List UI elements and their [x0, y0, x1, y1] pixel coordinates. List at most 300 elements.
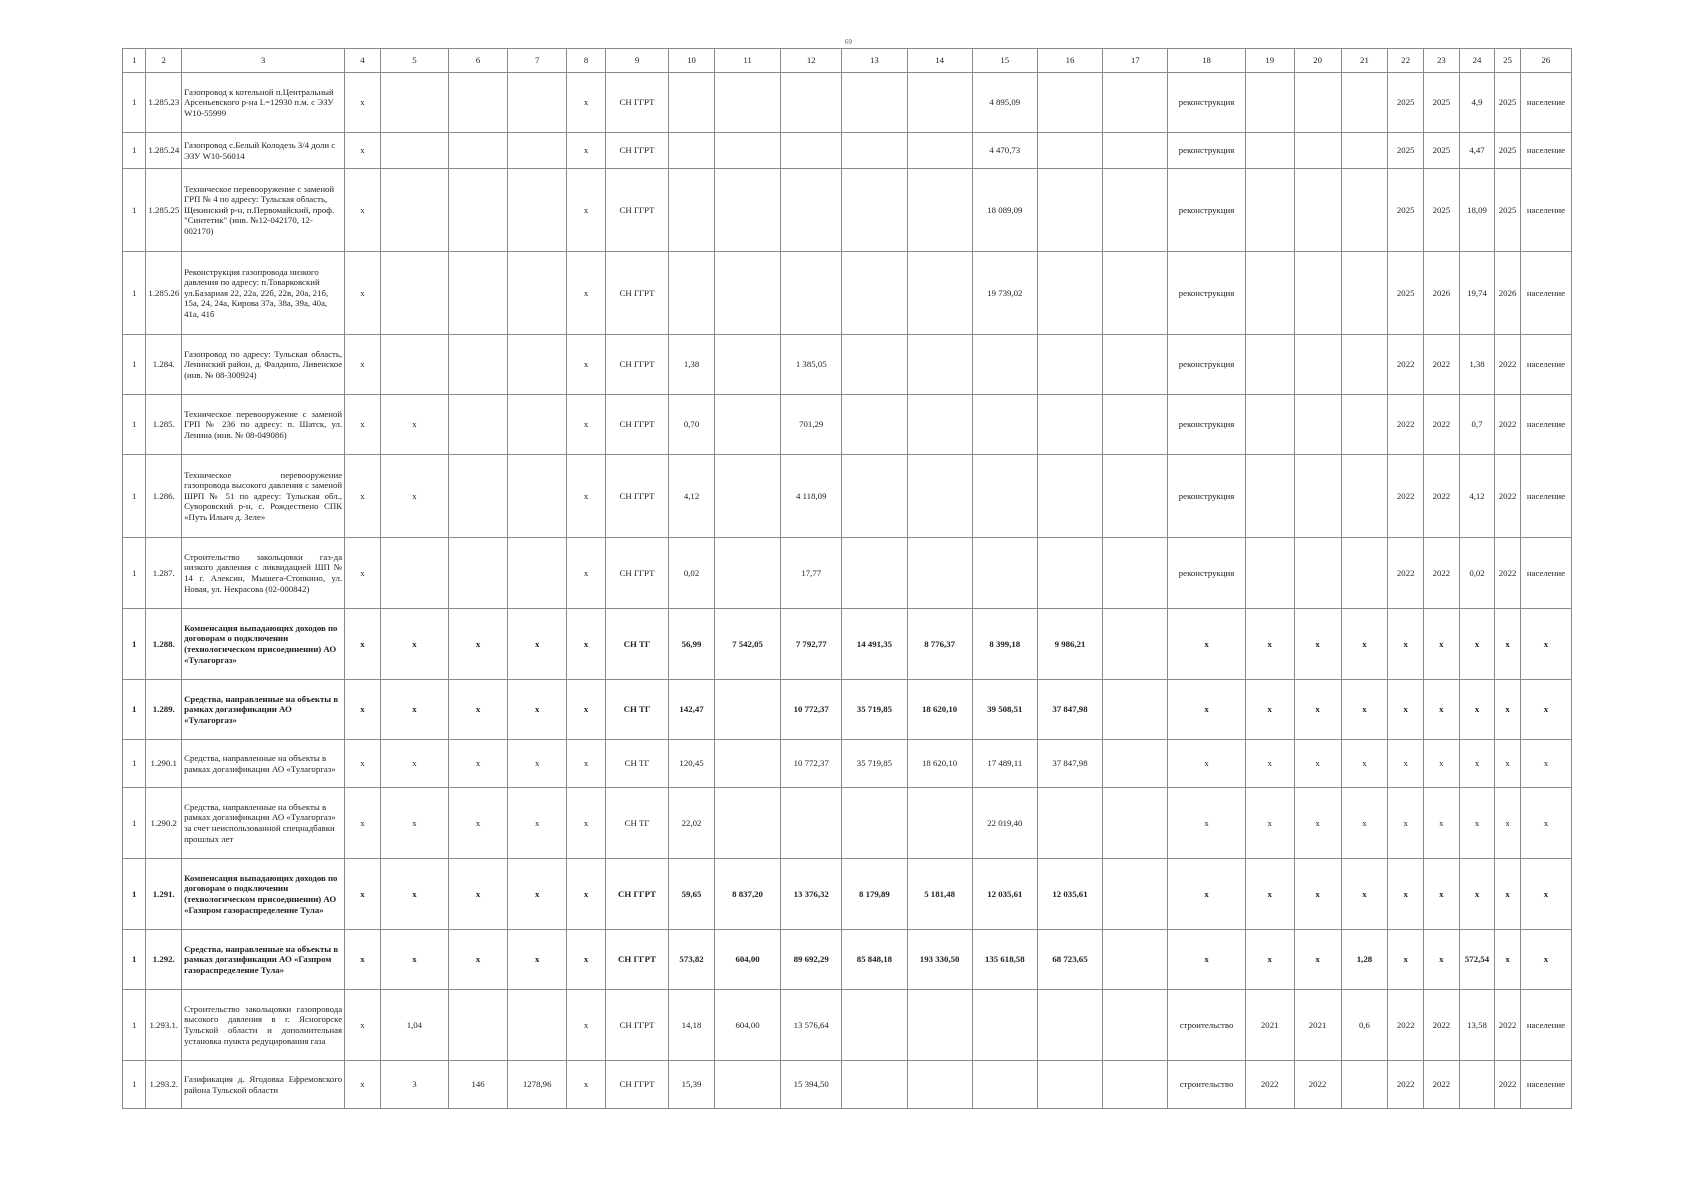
- table-cell: 1.285.23: [146, 73, 182, 133]
- table-cell: [1037, 73, 1102, 133]
- table-cell: [1103, 335, 1168, 395]
- table-cell: 7 542,05: [714, 609, 780, 680]
- table-cell: [781, 252, 842, 335]
- table-cell: [714, 335, 780, 395]
- table-cell: [449, 169, 508, 252]
- table-cell: [1245, 335, 1294, 395]
- table-cell: 2022: [1294, 1061, 1341, 1109]
- table-cell: х: [345, 859, 381, 930]
- table-row: [123, 252, 1572, 335]
- table-cell: [1103, 740, 1168, 788]
- table-cell: х: [345, 538, 381, 609]
- table-cell: х: [1341, 859, 1388, 930]
- table-cell: население: [1520, 395, 1571, 455]
- table-cell: население: [1520, 1061, 1571, 1109]
- column-header: 4: [345, 49, 381, 73]
- row-description: Средства, направленные на объекты в рамках догазификации АО «Тулагоргаз»: [182, 680, 345, 740]
- table-cell: 120,45: [669, 740, 715, 788]
- table-cell: [380, 73, 448, 133]
- table-cell: [842, 169, 907, 252]
- column-header: 9: [605, 49, 668, 73]
- table-cell: х: [567, 859, 606, 930]
- table-cell: [907, 455, 972, 538]
- table-cell: х: [1495, 609, 1520, 680]
- table-cell: х: [508, 740, 567, 788]
- row-description: Газопровод с.Белый Колодезь 3/4 доли с ЭЗУ W10-56014: [182, 133, 345, 169]
- table-cell: х: [1459, 859, 1495, 930]
- table-cell: 1: [123, 335, 146, 395]
- table-cell: 4,47: [1459, 133, 1495, 169]
- table-cell: 13,58: [1459, 990, 1495, 1061]
- table-cell: [1294, 252, 1341, 335]
- table-cell: х: [567, 680, 606, 740]
- table-cell: х: [1294, 609, 1341, 680]
- table-cell: 2022: [1424, 335, 1460, 395]
- table-cell: 0,02: [1459, 538, 1495, 609]
- column-header: 16: [1037, 49, 1102, 73]
- table-cell: [508, 169, 567, 252]
- table-cell: х: [508, 859, 567, 930]
- table-cell: [1245, 252, 1294, 335]
- table-cell: х: [1245, 680, 1294, 740]
- table-cell: х: [567, 990, 606, 1061]
- table-cell: [842, 73, 907, 133]
- table-cell: 1.292.: [146, 930, 182, 990]
- table-row: [123, 990, 1572, 1061]
- table-cell: 59,65: [669, 859, 715, 930]
- table-cell: х: [1341, 609, 1388, 680]
- table-cell: [1341, 1061, 1388, 1109]
- table-cell: [1037, 538, 1102, 609]
- table-cell: СН ТГ: [605, 609, 668, 680]
- table-cell: 15 394,50: [781, 1061, 842, 1109]
- table-cell: 1: [123, 538, 146, 609]
- table-cell: х: [1168, 788, 1245, 859]
- table-cell: 2022: [1495, 538, 1520, 609]
- table-cell: [714, 455, 780, 538]
- table-cell: [669, 169, 715, 252]
- table-cell: [449, 990, 508, 1061]
- table-cell: СН ГГРТ: [605, 169, 668, 252]
- table-cell: [1294, 169, 1341, 252]
- table-cell: [1341, 395, 1388, 455]
- table-cell: 604,00: [714, 930, 780, 990]
- table-cell: х: [567, 609, 606, 680]
- table-cell: х: [567, 1061, 606, 1109]
- table-cell: 2025: [1388, 133, 1424, 169]
- table-cell: 1.289.: [146, 680, 182, 740]
- table-cell: [508, 133, 567, 169]
- table-cell: [781, 133, 842, 169]
- table-cell: х: [449, 859, 508, 930]
- table-cell: 1: [123, 395, 146, 455]
- table-cell: [842, 1061, 907, 1109]
- table-cell: [714, 680, 780, 740]
- table-row: [123, 335, 1572, 395]
- table-cell: 12 035,61: [972, 859, 1037, 930]
- table-cell: 3: [380, 1061, 448, 1109]
- table-cell: х: [380, 930, 448, 990]
- table-cell: [1103, 252, 1168, 335]
- table-cell: 2025: [1388, 73, 1424, 133]
- table-cell: [972, 538, 1037, 609]
- table-row: [123, 538, 1572, 609]
- table-cell: х: [508, 680, 567, 740]
- table-cell: [1103, 455, 1168, 538]
- table-cell: [714, 538, 780, 609]
- table-cell: население: [1520, 169, 1571, 252]
- table-cell: 7 792,77: [781, 609, 842, 680]
- table-cell: [842, 252, 907, 335]
- table-cell: х: [380, 788, 448, 859]
- table-row: [123, 740, 1572, 788]
- table-cell: х: [1294, 788, 1341, 859]
- table-cell: [508, 395, 567, 455]
- row-description: Газопровод к котельной п.Центральный Арсеньевского р-на L=12930 п.м. с ЭЗУ W10-55999: [182, 73, 345, 133]
- column-header: 8: [567, 49, 606, 73]
- table-cell: 35 719,85: [842, 680, 907, 740]
- table-cell: 18 089,09: [972, 169, 1037, 252]
- table-cell: 13 576,64: [781, 990, 842, 1061]
- table-cell: 2025: [1495, 133, 1520, 169]
- table-cell: х: [1388, 680, 1424, 740]
- table-cell: [1037, 455, 1102, 538]
- table-cell: [449, 133, 508, 169]
- table-cell: [972, 455, 1037, 538]
- table-cell: 1: [123, 252, 146, 335]
- table-cell: [907, 788, 972, 859]
- table-cell: 4,12: [669, 455, 715, 538]
- table-cell: [1245, 538, 1294, 609]
- table-cell: население: [1520, 990, 1571, 1061]
- table-cell: реконструкция: [1168, 335, 1245, 395]
- column-header: 22: [1388, 49, 1424, 73]
- table-cell: 2025: [1495, 169, 1520, 252]
- table-cell: 1: [123, 680, 146, 740]
- table-cell: х: [567, 740, 606, 788]
- table-cell: [1341, 169, 1388, 252]
- table-cell: [1103, 859, 1168, 930]
- table-cell: х: [567, 538, 606, 609]
- table-cell: х: [1459, 740, 1495, 788]
- table-cell: [714, 169, 780, 252]
- table-cell: 2022: [1424, 1061, 1460, 1109]
- table-row: [123, 169, 1572, 252]
- table-cell: 4,12: [1459, 455, 1495, 538]
- table-cell: х: [345, 395, 381, 455]
- table-cell: население: [1520, 455, 1571, 538]
- table-cell: [907, 73, 972, 133]
- table-cell: 19,74: [1459, 252, 1495, 335]
- table-cell: 1.285.25: [146, 169, 182, 252]
- table-cell: 2022: [1245, 1061, 1294, 1109]
- table-cell: 68 723,65: [1037, 930, 1102, 990]
- table-cell: 1.285.24: [146, 133, 182, 169]
- table-cell: 8 399,18: [972, 609, 1037, 680]
- table-cell: 1: [123, 455, 146, 538]
- table-cell: [380, 252, 448, 335]
- table-cell: 2022: [1388, 335, 1424, 395]
- table-cell: реконструкция: [1168, 73, 1245, 133]
- table-cell: х: [567, 335, 606, 395]
- table-cell: х: [1424, 930, 1460, 990]
- table-cell: х: [1388, 740, 1424, 788]
- row-description: Реконструкция газопровода низкого давления по адресу: п.Товарковский ул.Базарная 22, 22а, 22б, 22в, 20а, 21б, 15а, 24, 24а, Кирова 37а, 38а, 39а, 40а, 41а, 41б: [182, 252, 345, 335]
- table-cell: х: [345, 252, 381, 335]
- table-cell: х: [1168, 930, 1245, 990]
- table-cell: 1.284.: [146, 335, 182, 395]
- table-cell: 1: [123, 609, 146, 680]
- table-cell: 2022: [1495, 990, 1520, 1061]
- table-cell: реконструкция: [1168, 538, 1245, 609]
- table-cell: х: [345, 788, 381, 859]
- table-row: [123, 788, 1572, 859]
- row-description: Техническое перевооружение с заменой ГРП № 4 по адресу: Тульская область, Щекинский р-н, п.Первомайский, проф. "Синтетик" (инв. №12-042170, 12-002170): [182, 169, 345, 252]
- table-cell: [1341, 335, 1388, 395]
- table-row: [123, 395, 1572, 455]
- table-cell: [714, 133, 780, 169]
- table-cell: СН ГГРТ: [605, 1061, 668, 1109]
- table-cell: 2025: [1424, 169, 1460, 252]
- table-cell: х: [1520, 740, 1571, 788]
- table-cell: 1.285.26: [146, 252, 182, 335]
- table-cell: х: [449, 740, 508, 788]
- table-cell: [508, 538, 567, 609]
- table-cell: 146: [449, 1061, 508, 1109]
- table-cell: х: [345, 133, 381, 169]
- table-cell: [1245, 73, 1294, 133]
- table-cell: х: [345, 335, 381, 395]
- table-cell: 1.286.: [146, 455, 182, 538]
- table-cell: 37 847,98: [1037, 680, 1102, 740]
- table-cell: 56,99: [669, 609, 715, 680]
- table-cell: 2022: [1495, 455, 1520, 538]
- table-cell: 2022: [1424, 455, 1460, 538]
- table-cell: [508, 990, 567, 1061]
- table-cell: х: [1424, 859, 1460, 930]
- table-cell: х: [1245, 930, 1294, 990]
- column-header: 25: [1495, 49, 1520, 73]
- table-cell: [907, 335, 972, 395]
- table-cell: 22 019,40: [972, 788, 1037, 859]
- row-description: Строительство закольцовки газ-да низкого давления с ликвидацией ШП № 14 г. Алексин, Мышега-Стопкино, ул. Новая, ул. Некрасова (02-000842): [182, 538, 345, 609]
- table-cell: [449, 335, 508, 395]
- table-cell: [1294, 335, 1341, 395]
- table-cell: СН ГГРТ: [605, 335, 668, 395]
- table-cell: 1: [123, 740, 146, 788]
- table-cell: реконструкция: [1168, 455, 1245, 538]
- table-cell: х: [345, 455, 381, 538]
- table-cell: [1294, 73, 1341, 133]
- table-cell: [1103, 788, 1168, 859]
- table-cell: [1103, 538, 1168, 609]
- table-cell: [907, 538, 972, 609]
- table-cell: х: [1388, 859, 1424, 930]
- column-header: 3: [182, 49, 345, 73]
- table-cell: 4 118,09: [781, 455, 842, 538]
- table-cell: [907, 169, 972, 252]
- table-cell: х: [345, 990, 381, 1061]
- table-cell: [842, 335, 907, 395]
- row-description: Газификация д. Ягодовка Ефремовского района Тульской области: [182, 1061, 345, 1109]
- table-cell: 18 620,10: [907, 680, 972, 740]
- table-cell: СН ГГРТ: [605, 133, 668, 169]
- table-cell: [1103, 680, 1168, 740]
- table-cell: 1.293.1.: [146, 990, 182, 1061]
- table-cell: СН ГГРТ: [605, 395, 668, 455]
- table-cell: [907, 252, 972, 335]
- table-cell: 2025: [1424, 133, 1460, 169]
- table-cell: х: [1520, 680, 1571, 740]
- table-cell: СН ГГРТ: [605, 73, 668, 133]
- table-cell: [1341, 538, 1388, 609]
- table-cell: [1037, 252, 1102, 335]
- table-cell: х: [1341, 680, 1388, 740]
- table-cell: 1,04: [380, 990, 448, 1061]
- table-cell: 8 179,89: [842, 859, 907, 930]
- table-cell: [1103, 1061, 1168, 1109]
- table-cell: СН ГГРТ: [605, 859, 668, 930]
- table-cell: 573,82: [669, 930, 715, 990]
- column-header: 23: [1424, 49, 1460, 73]
- table-cell: 2026: [1495, 252, 1520, 335]
- table-cell: [972, 1061, 1037, 1109]
- table-cell: [1245, 455, 1294, 538]
- table-cell: х: [1388, 788, 1424, 859]
- table-row: [123, 133, 1572, 169]
- table-cell: 1,38: [669, 335, 715, 395]
- table-cell: СН ГГРТ: [605, 930, 668, 990]
- table-cell: 1.288.: [146, 609, 182, 680]
- column-header: 15: [972, 49, 1037, 73]
- table-cell: х: [567, 73, 606, 133]
- table-cell: 39 508,51: [972, 680, 1037, 740]
- table-cell: 1: [123, 788, 146, 859]
- table-cell: [1294, 133, 1341, 169]
- column-header: 5: [380, 49, 448, 73]
- table-cell: 2022: [1424, 990, 1460, 1061]
- table-cell: [380, 538, 448, 609]
- table-cell: [1341, 252, 1388, 335]
- table-cell: х: [1520, 930, 1571, 990]
- table-cell: 2025: [1495, 73, 1520, 133]
- table-cell: 1 385,05: [781, 335, 842, 395]
- table-cell: 1.285.: [146, 395, 182, 455]
- table-cell: [1037, 133, 1102, 169]
- table-cell: х: [1168, 680, 1245, 740]
- page-number: 69: [845, 38, 852, 46]
- table-cell: 2022: [1388, 395, 1424, 455]
- table-cell: 2026: [1424, 252, 1460, 335]
- table-cell: [1294, 455, 1341, 538]
- table-cell: [1245, 133, 1294, 169]
- table-cell: 2025: [1388, 169, 1424, 252]
- table-cell: 2022: [1388, 538, 1424, 609]
- table-cell: 0,70: [669, 395, 715, 455]
- row-description: Средства, направленные на объекты в рамках догазификации АО «Газпром газораспределение Тула»: [182, 930, 345, 990]
- table-cell: х: [1424, 788, 1460, 859]
- table-cell: 2022: [1388, 1061, 1424, 1109]
- table-cell: х: [1245, 740, 1294, 788]
- table-cell: реконструкция: [1168, 169, 1245, 252]
- column-header: 7: [508, 49, 567, 73]
- table-cell: 701,29: [781, 395, 842, 455]
- table-cell: [1103, 930, 1168, 990]
- row-description: Техническое перевооружение газопровода высокого давления с заменой ШРП № 51 по адресу: Тульская обл., Суворовский р-н, с. Рождествено СПК «Путь Ильич д. Зеле»: [182, 455, 345, 538]
- table-cell: 2022: [1495, 335, 1520, 395]
- column-header: 11: [714, 49, 780, 73]
- table-cell: население: [1520, 335, 1571, 395]
- table-cell: 17,77: [781, 538, 842, 609]
- table-cell: х: [1495, 859, 1520, 930]
- table-cell: х: [1424, 609, 1460, 680]
- table-cell: реконструкция: [1168, 395, 1245, 455]
- table-cell: [842, 788, 907, 859]
- table-cell: х: [1388, 930, 1424, 990]
- table-cell: [842, 538, 907, 609]
- table-cell: [714, 1061, 780, 1109]
- table-cell: [972, 335, 1037, 395]
- table-cell: 2022: [1388, 455, 1424, 538]
- table-cell: [1103, 395, 1168, 455]
- table-row: [123, 609, 1572, 680]
- table-cell: [907, 133, 972, 169]
- table-cell: 1,38: [1459, 335, 1495, 395]
- table-cell: СН ГГРТ: [605, 455, 668, 538]
- table-cell: СН ТГ: [605, 740, 668, 788]
- table-cell: 2022: [1495, 1061, 1520, 1109]
- table-cell: население: [1520, 252, 1571, 335]
- table-cell: СН ГГРТ: [605, 538, 668, 609]
- table-cell: [972, 990, 1037, 1061]
- table-cell: 1,28: [1341, 930, 1388, 990]
- table-cell: х: [1168, 609, 1245, 680]
- table-cell: х: [508, 609, 567, 680]
- table-cell: 17 489,11: [972, 740, 1037, 788]
- table-cell: СН ТГ: [605, 788, 668, 859]
- table-cell: х: [1294, 930, 1341, 990]
- table-cell: 1.290.2: [146, 788, 182, 859]
- table-cell: СН ТГ: [605, 680, 668, 740]
- table-cell: 10 772,37: [781, 680, 842, 740]
- table-cell: 13 376,32: [781, 859, 842, 930]
- table-cell: [907, 1061, 972, 1109]
- table-cell: 9 986,21: [1037, 609, 1102, 680]
- table-cell: 8 776,37: [907, 609, 972, 680]
- table-cell: 2021: [1294, 990, 1341, 1061]
- table-cell: х: [380, 859, 448, 930]
- table-cell: х: [1168, 859, 1245, 930]
- column-header: 26: [1520, 49, 1571, 73]
- table-cell: [714, 395, 780, 455]
- table-cell: население: [1520, 538, 1571, 609]
- table-cell: х: [1520, 859, 1571, 930]
- table-cell: 22,02: [669, 788, 715, 859]
- table-cell: х: [345, 73, 381, 133]
- table-cell: 2022: [1495, 395, 1520, 455]
- table-cell: х: [567, 169, 606, 252]
- table-cell: [714, 788, 780, 859]
- table-cell: 12 035,61: [1037, 859, 1102, 930]
- table-cell: х: [345, 1061, 381, 1109]
- table-cell: х: [380, 680, 448, 740]
- table-cell: [842, 395, 907, 455]
- table-cell: х: [345, 169, 381, 252]
- column-header: 20: [1294, 49, 1341, 73]
- table-cell: [1245, 395, 1294, 455]
- table-cell: 4 470,73: [972, 133, 1037, 169]
- table-cell: [449, 455, 508, 538]
